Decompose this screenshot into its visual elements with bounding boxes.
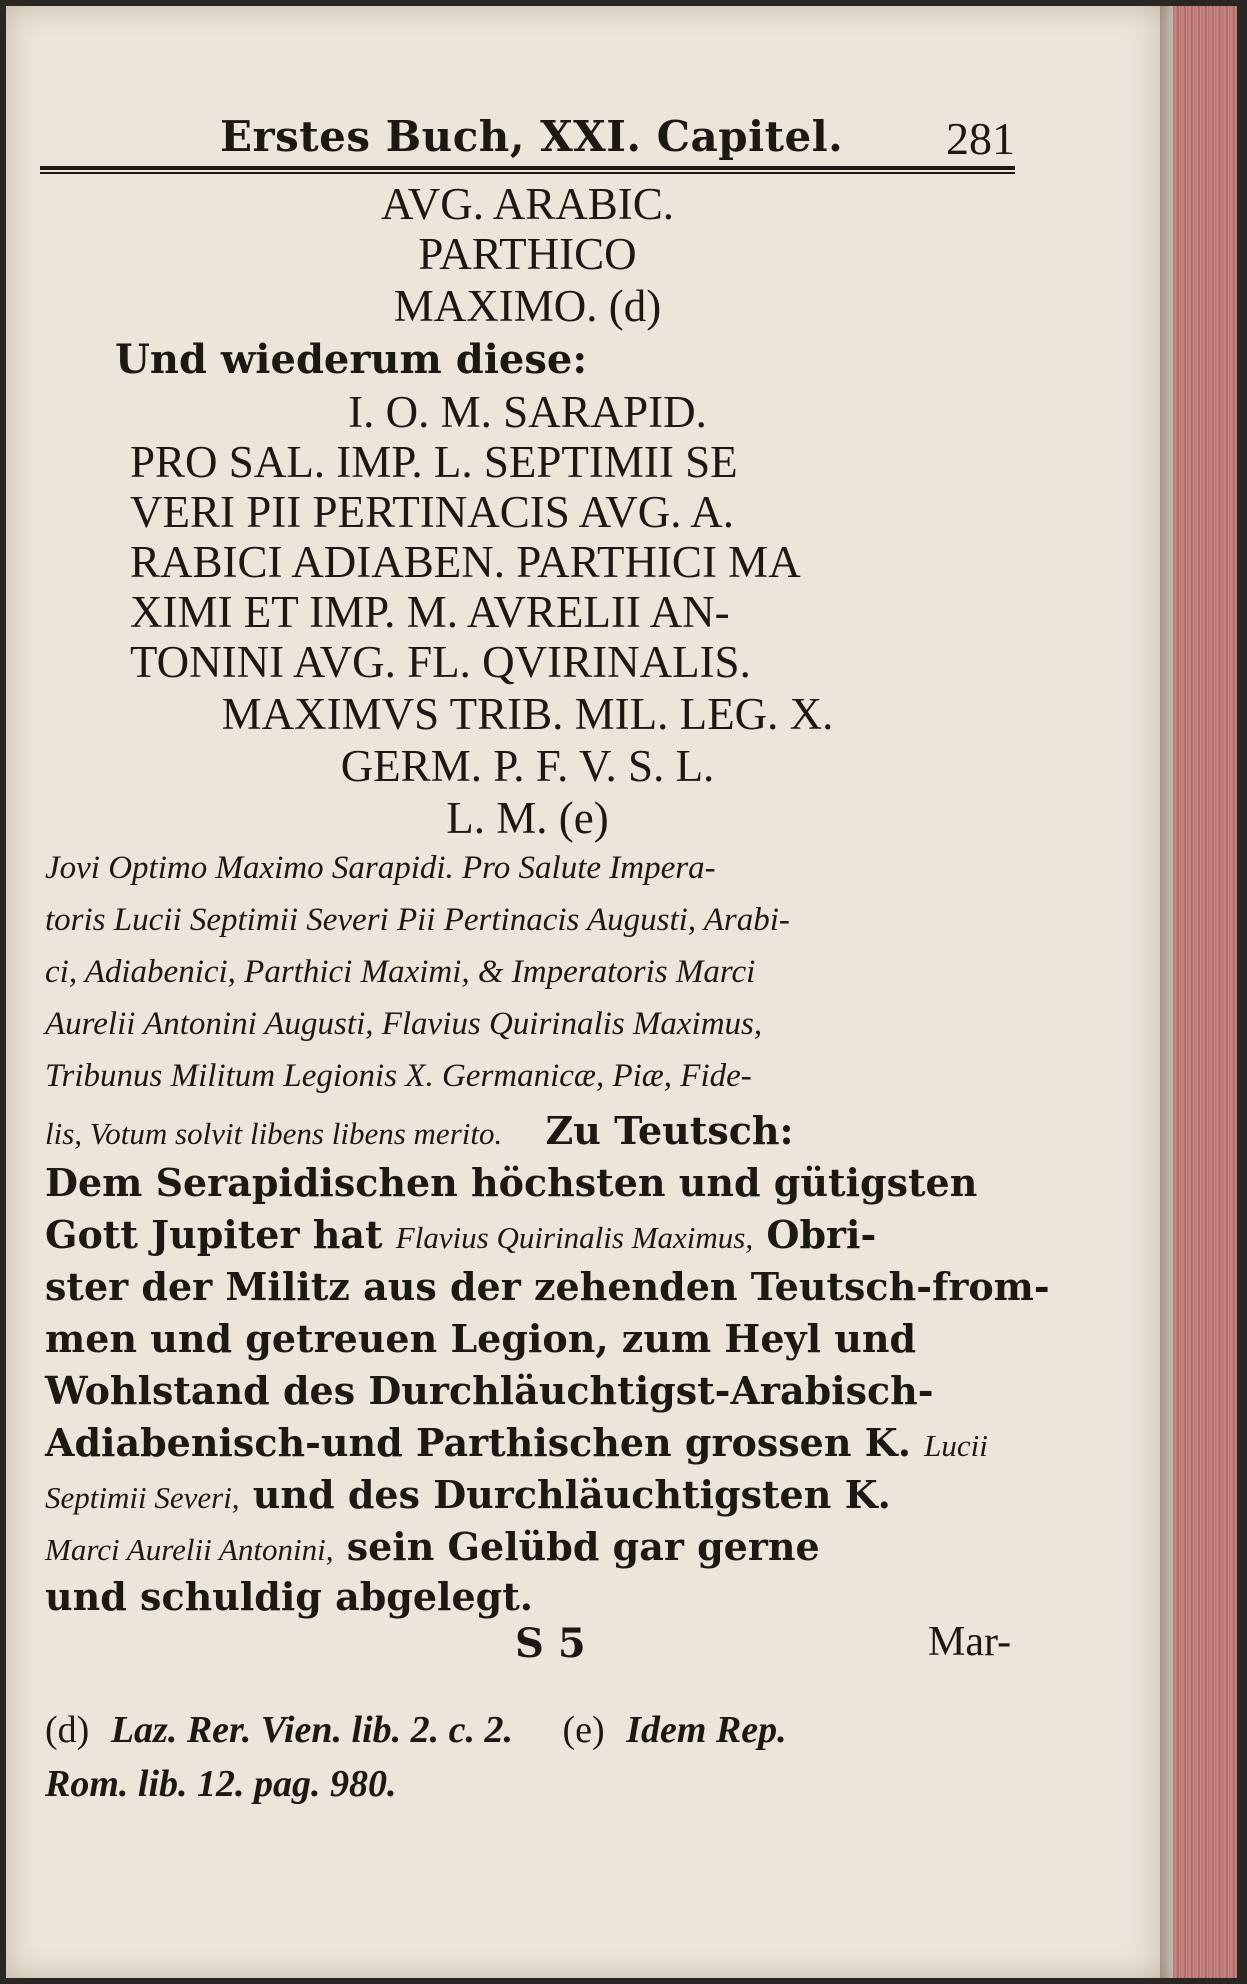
footnote-text: Rom. lib. 12. pag. 980. — [45, 1763, 397, 1805]
inscription-line: AVG. ARABIC. — [381, 179, 674, 229]
mixed-line — [45, 1108, 794, 1153]
inscription-line: TONINI AVG. FL. QVIRINALIS. — [130, 637, 751, 687]
german-line: ster der Militz aus der zehenden Teutsch-from- — [45, 1264, 1050, 1309]
latin-line: toris Lucii Septimii Severi Pii Pertinacis Augusti, Arabi- — [45, 902, 790, 938]
latin-italic-text: Septimii Severi, — [45, 1480, 240, 1515]
german-line: men und getreuen Legion, zum Heyl und — [45, 1316, 917, 1361]
footnote-marker: (e) — [562, 1709, 605, 1751]
german-line: und schuldig abgelegt. — [45, 1574, 533, 1619]
latin-line: ci, Adiabenici, Parthici Maximi, & Imperatoris Marci — [45, 954, 756, 990]
footnote-marker: (d) — [45, 1709, 90, 1751]
latin-line: Tribunus Militum Legionis X. Germanicæ, Piæ, Fide- — [45, 1058, 752, 1094]
header-rule-thin — [40, 172, 1015, 174]
inscription-line: PARTHICO — [418, 229, 637, 279]
inscription-line: I. O. M. SARAPID. — [348, 387, 707, 437]
roman-text: Obri- — [753, 1212, 877, 1257]
german-line — [45, 1472, 891, 1517]
latin-italic-text: lis, Votum solvit libens libens merito. — [45, 1116, 503, 1151]
roman-text: Gott Jupiter hat — [45, 1212, 396, 1257]
header-title: Erstes Buch, XXI. Capitel. — [220, 112, 844, 161]
german-line — [45, 1420, 988, 1465]
footnote-text: Laz. Rer. Vien. lib. 2. c. 2. — [110, 1709, 514, 1751]
latin-italic-text: Lucii — [924, 1428, 988, 1463]
roman-text: Adiabenisch-und Parthischen grossen K. — [45, 1420, 925, 1465]
german-line: Dem Serapidischen höchsten und gütigsten — [45, 1160, 978, 1205]
footnote-text: Idem Rep. — [626, 1709, 787, 1751]
inscription-line: L. M. (e) — [446, 793, 609, 843]
inscription-line: MAXIMO. (d) — [393, 281, 662, 331]
footnote-line — [45, 1708, 787, 1752]
latin-italic-text: Flavius Quirinalis Maximus, — [395, 1220, 754, 1255]
page-edges — [1173, 6, 1237, 1978]
footnote-line — [45, 1762, 397, 1806]
roman-text: sein Gelübd gar gerne — [333, 1524, 820, 1569]
roman-text: Zu Teutsch: — [545, 1108, 794, 1153]
inscription-line: GERM. P. F. V. S. L. — [340, 741, 715, 791]
page-number: 281 — [946, 113, 1015, 164]
catchword: Mar- — [928, 1619, 1012, 1665]
intro-line: Und wiederum diese: — [115, 336, 588, 383]
inscription-line: VERI PII PERTINACIS AVG. A. — [130, 487, 735, 537]
german-line — [45, 1212, 876, 1257]
latin-line: Jovi Optimo Maximo Sarapidi. Pro Salute Impera- — [45, 850, 716, 886]
german-line — [45, 1524, 820, 1569]
inscription-line: XIMI ET IMP. M. AVRELII AN- — [130, 587, 730, 637]
running-header — [40, 112, 1015, 172]
inscription-line: MAXIMVS TRIB. MIL. LEG. X. — [221, 689, 834, 739]
header-rule — [40, 166, 1015, 170]
roman-text: und des Durchläuchtigsten K. — [239, 1472, 891, 1517]
inscription-line: RABICI ADIABEN. PARTHICI MA — [130, 537, 801, 587]
latin-italic-text: Marci Aurelii Antonini, — [45, 1532, 334, 1567]
signature-mark: S 5 — [515, 1620, 586, 1667]
inscription-line: PRO SAL. IMP. L. SEPTIMII SE — [130, 437, 738, 487]
german-line: Wohlstand des Durchläuchtigst-Arabisch- — [45, 1368, 934, 1413]
latin-line: Aurelii Antonini Augusti, Flavius Quirinalis Maximus, — [45, 1006, 763, 1042]
